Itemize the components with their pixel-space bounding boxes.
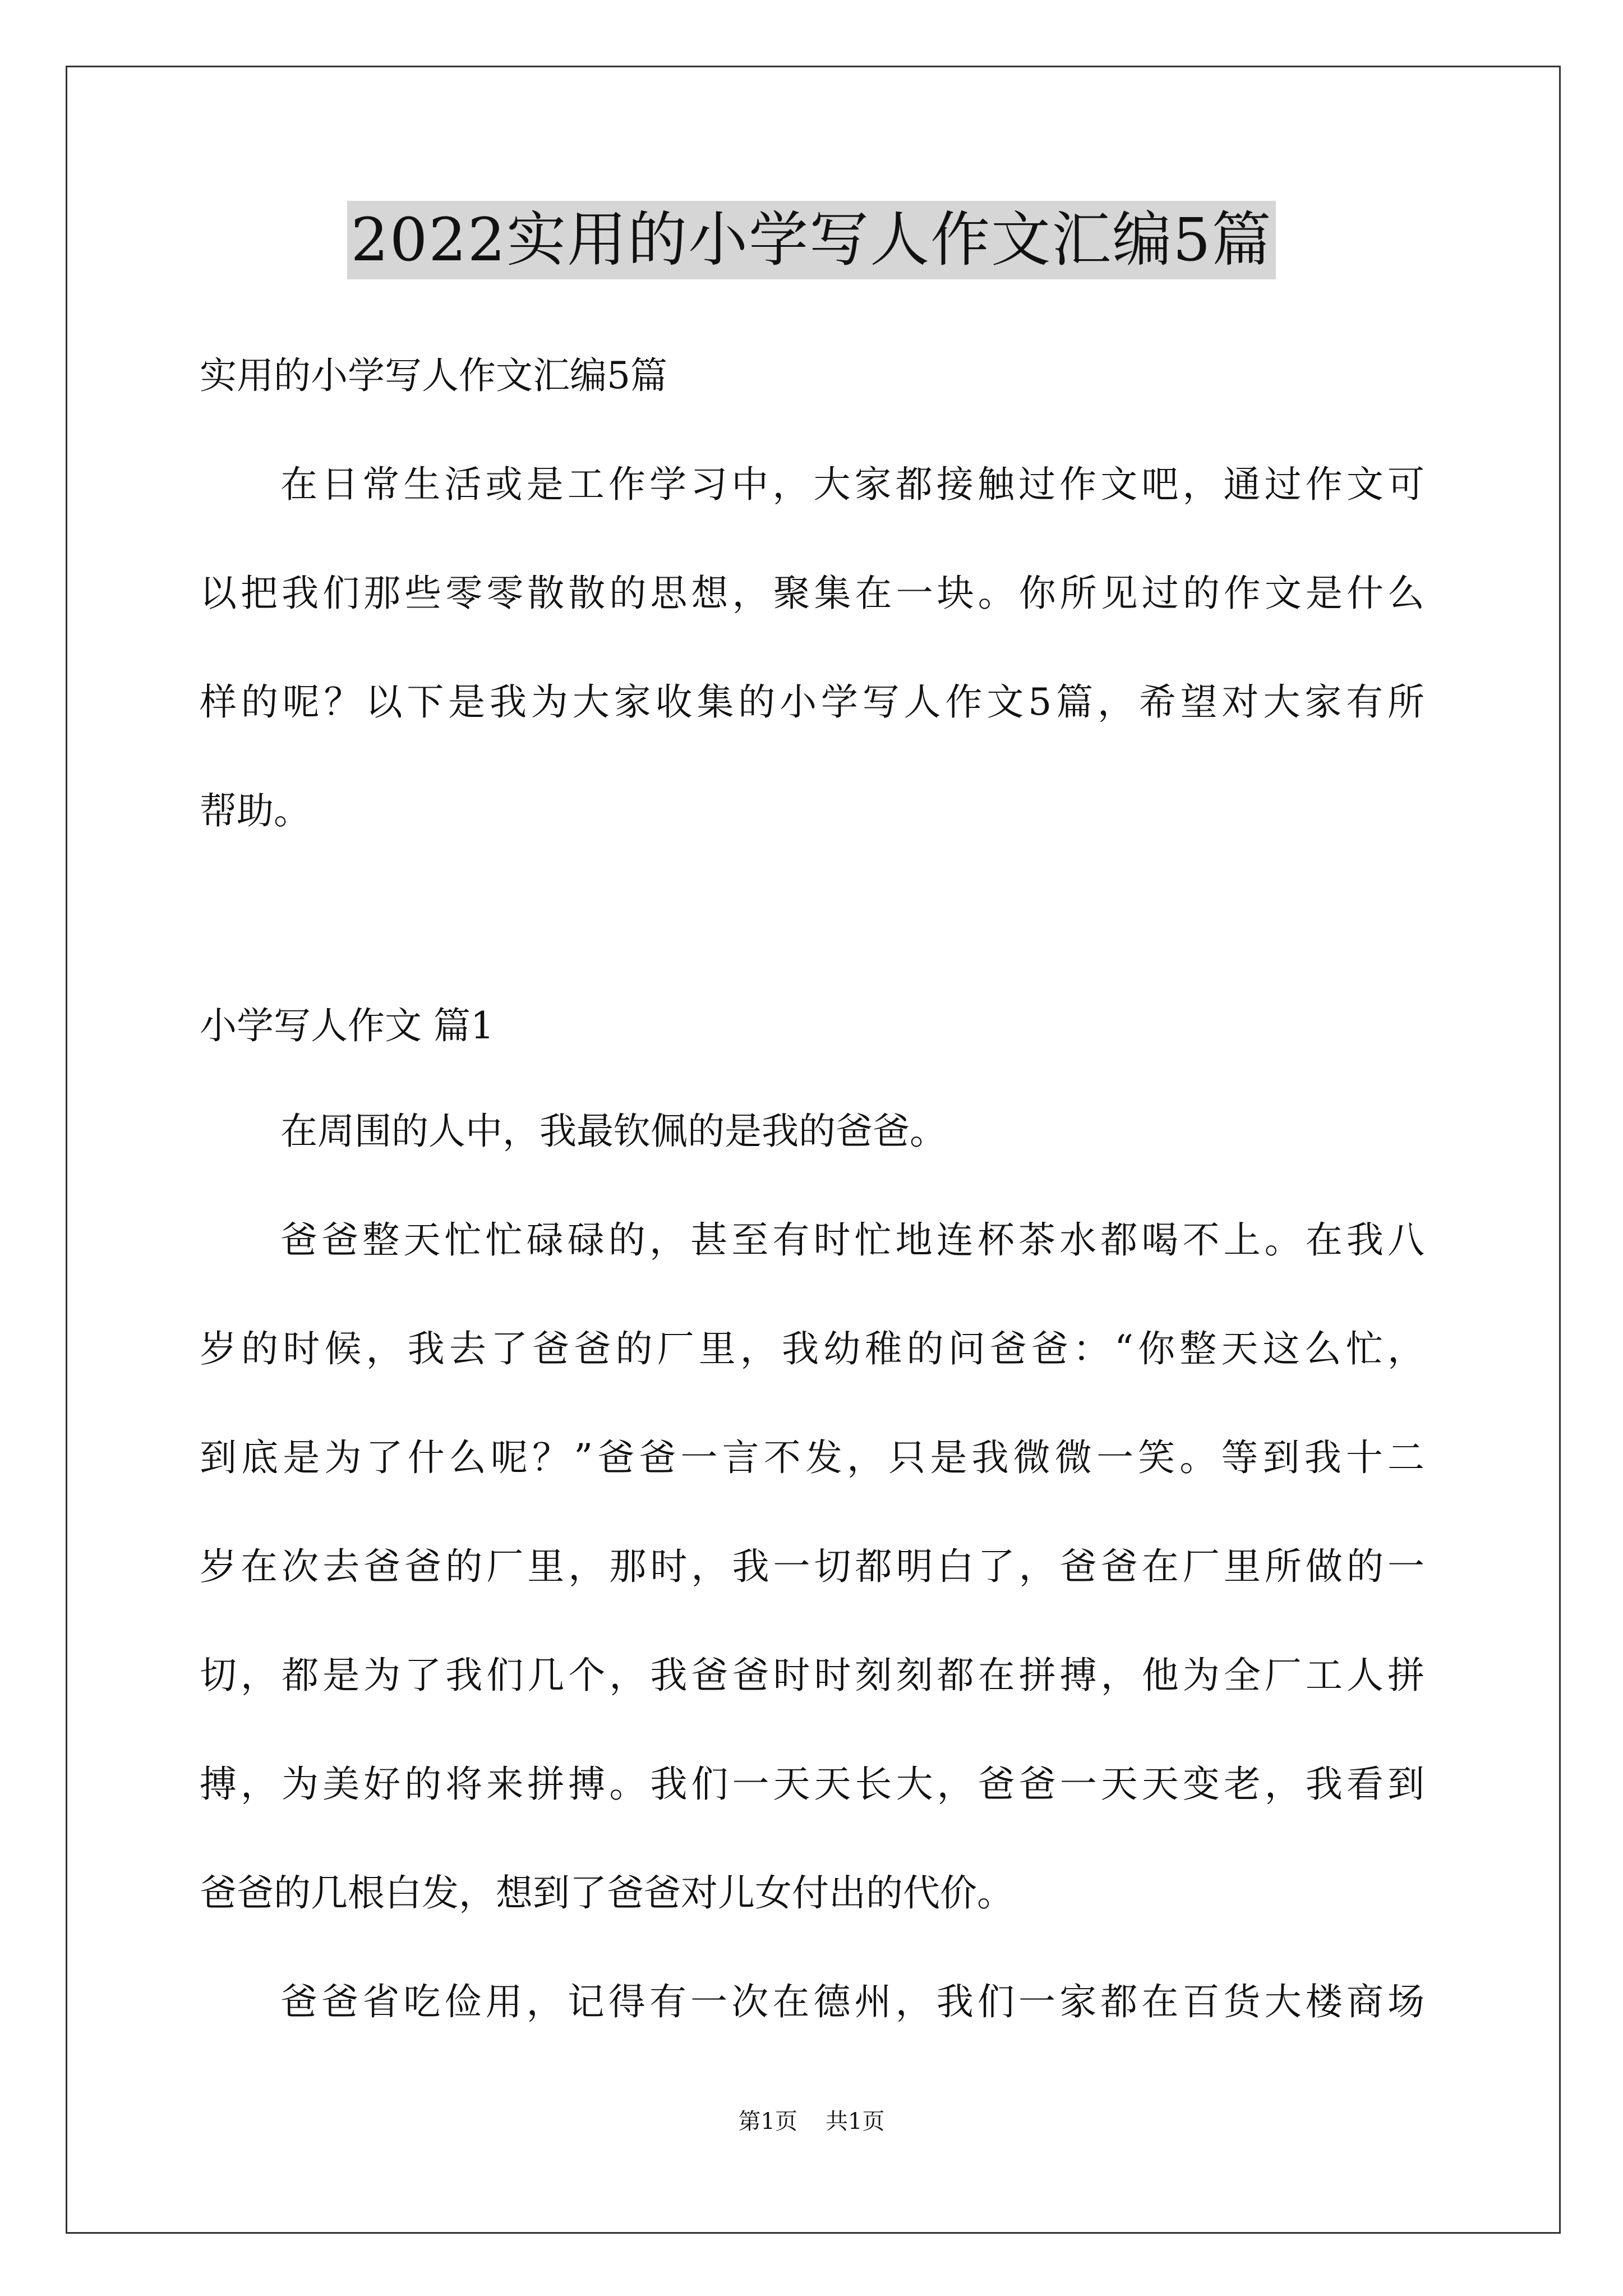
- page-number-total: 共1页: [826, 2109, 885, 2134]
- intro-line-4: 帮助。: [200, 789, 311, 832]
- title-container: [0, 201, 1623, 279]
- document-title: 2022实用的小学写人作文汇编5篇: [347, 201, 1275, 279]
- intro-line-1: 在日常生活或是工作学习中，大家都接触过作文吧，通过作文可: [280, 463, 1424, 506]
- body-line-3: 岁的时候，我去了爸爸的厂里，我幼稚的问爸爸：“你整天这么忙，: [200, 1327, 1424, 1370]
- body-line-7: 搏，为美好的将来拼搏。我们一天天长大，爸爸一天天变老，我看到: [200, 1763, 1424, 1806]
- body-line-1: 在周围的人中，我最钦佩的是我的爸爸。: [280, 1110, 947, 1153]
- intro-line-2: 以把我们那些零零散散的思想，聚集在一块。你所见过的作文是什么: [200, 572, 1424, 615]
- body-line-9: 爸爸省吃俭用，记得有一次在德州，我们一家都在百货大楼商场: [280, 1980, 1424, 2023]
- body-line-4: 到底是为了什么呢？”爸爸一言不发，只是我微微一笑。等到我十二: [200, 1436, 1424, 1479]
- body-line-2: 爸爸整天忙忙碌碌的，甚至有时忙地连杯茶水都喝不上。在我八: [280, 1218, 1424, 1262]
- page-number-current: 第1页: [738, 2109, 797, 2134]
- page-footer: [0, 2106, 1623, 2137]
- body-line-6: 切，都是为了我们几个，我爸爸时时刻刻都在拼搏，他为全厂工人拼: [200, 1654, 1424, 1697]
- section-heading: 小学写人作文 篇1: [200, 1004, 494, 1047]
- intro-line-3: 样的呢？以下是我为大家收集的小学写人作文5篇，希望对大家有所: [200, 680, 1424, 724]
- document-subtitle: 实用的小学写人作文汇编5篇: [200, 354, 667, 397]
- body-line-5: 岁在次去爸爸的厂里，那时，我一切都明白了，爸爸在厂里所做的一: [200, 1545, 1424, 1588]
- body-line-8: 爸爸的几根白发，想到了爸爸对儿女付出的代价。: [200, 1871, 1014, 1915]
